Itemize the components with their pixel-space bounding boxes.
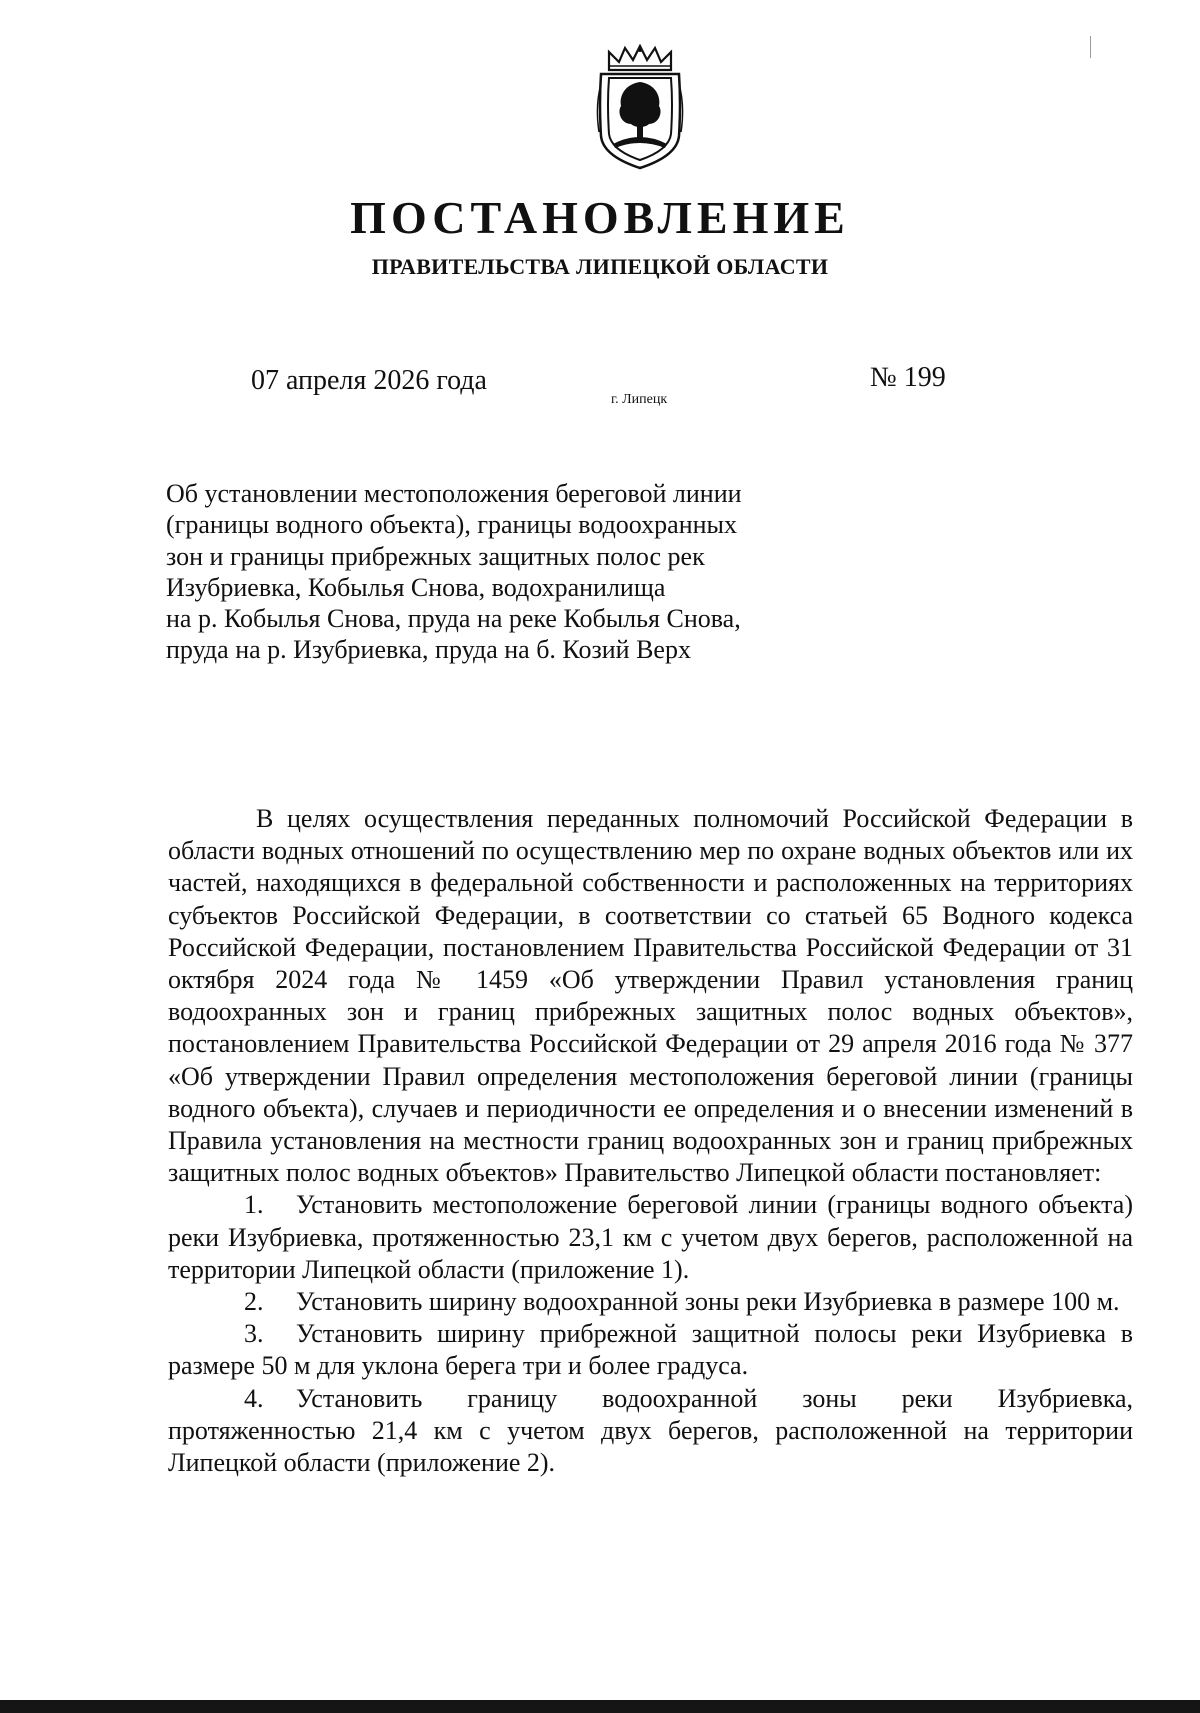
scan-artifact-mark (1090, 36, 1091, 58)
document-number: № 199 (870, 362, 946, 393)
document-body (168, 803, 1133, 1479)
subject-line: пруда на р. Изубриевка, пруда на б. Козий Верх (166, 635, 691, 665)
item-text: Установить ширину прибрежной защитной полосы реки Изубриевка в размере 50 м для уклона берега три и более градуса. (168, 1319, 1133, 1381)
item-number: 3. (244, 1319, 264, 1349)
document-subject (166, 478, 846, 666)
list-item (168, 1318, 1133, 1382)
subject-line: Изубриевка, Кобылья Снова, водохранилища (166, 572, 666, 602)
item-text: Установить ширину водоохранной зоны реки Изубриевка в размере 100 м. (296, 1287, 1120, 1317)
issuer-subtitle: ПРАВИТЕЛЬСТВА ЛИПЕЦКОЙ ОБЛАСТИ (371, 254, 829, 279)
scan-bottom-edge (0, 1700, 1200, 1713)
subject-line: зон и границы прибрежных защитных полос рек (166, 541, 705, 571)
subject-line: Об установлении местоположения береговой линии (166, 479, 742, 508)
item-text: Установить границу водоохранной зоны реки Изубриевка, протяженностью 21,4 км с учетом двух берегов, расположенной на территории Липецкой области (приложение 2). (168, 1383, 1133, 1478)
document-date: 07 апреля 2026 года (251, 365, 487, 396)
subject-line: на р. Кобылья Снова, пруда на реке Кобылья Снова, (166, 604, 741, 634)
list-item (168, 1189, 1133, 1286)
list-item (168, 1383, 1133, 1480)
subject-line: (границы водного объекта), границы водоохранных (166, 510, 737, 540)
item-number: 1. (244, 1190, 264, 1220)
coat-of-arms-icon (595, 44, 685, 172)
preamble-paragraph: В целях осуществления переданных полномочий Российской Федерации в области водных отношений по осуществлению мер по охране водных объектов или их частей, находящихся в федеральной собственности и расположенных на территориях субъектов Российской Федерации, в соответствии со статьей 65 Водного кодекса Российской Федерации, постановлением Правительства Российской Федерации от 31 октября 2024 года № 1459 «Об утверждении Правил установления границ водоохранных зон и границ прибрежных защитных полос водных объектов», постановлением Правительства Российской Федерации от 29 апреля 2016 года № 377 «Об утверждении Правил определения местоположения береговой линии (границы водного объекта), случаев и периодичности ее определения и о внесении изменений в Правила установления на местности границ водоохранных зон и границ прибрежных защитных полос водных объектов» Правительство Липецкой области постановляет: (168, 804, 1133, 1188)
item-text: Установить местоположение береговой линии (границы водного объекта) реки Изубриевка, протяженностью 23,1 км с учетом двух берегов, расположенной на территории Липецкой области (приложение 1). (168, 1190, 1133, 1284)
document-city: г. Липецк (611, 392, 668, 407)
item-number: 2. (244, 1287, 264, 1317)
list-item (168, 1286, 1133, 1318)
document-title: ПОСТАНОВЛЕНИЕ (350, 192, 850, 243)
item-number: 4. (244, 1383, 264, 1413)
